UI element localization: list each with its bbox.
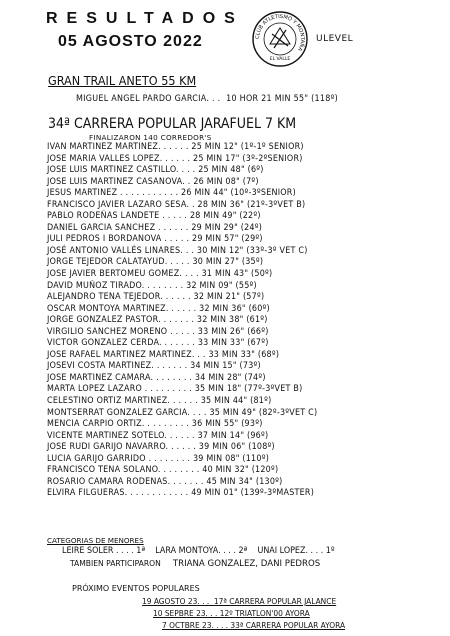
result-row: JOSEVI COSTA MARTINEZ. . . . . . . 34 MIN 15" (73º): [47, 361, 261, 372]
result-row: LUCIA GARIJO GARRIDO . . . . . . . . 39 MIN 08" (110º): [47, 453, 270, 464]
result-row: FRANCISCO TENA SOLANO. . . . . . . . 40 MIN 32" (120º): [47, 465, 279, 476]
result-row: MARTA LOPEZ LAZARO . . . . . . . . . 35 MIN 18" (77º-3ºVET B): [47, 384, 303, 395]
result-row: JORGE GONZALEZ PASTOR. . . . . . . 32 MIN 38" (61º): [47, 315, 268, 326]
result-row: ELVIRA FILGUERAS. . . . . . . . . . . . 49 MIN 01" (139º-3ºMASTER): [47, 488, 315, 499]
menores-heading: CATEGORIAS DE MENORES: [47, 536, 144, 545]
result-row: JULI PEDROS I BORDANOVA . . . . . 29 MIN 57" (29º): [47, 234, 263, 245]
result-row: JOSE RUDI GARIJO NAVARRO. . . . . . 39 MIN 06" (108º): [47, 442, 275, 453]
finishers-count: FINALIZARON 140 CORREDOR'S: [89, 133, 212, 142]
menores-results: LEIRE SOLER . . . . 1ª LARA MONTOYA. . . . 2ª UNAI LOPEZ. . . . 1º: [62, 546, 335, 556]
result-row: MONTSERRAT GONZALEZ GARCIA. . . . 35 MIN 49" (82º-3ºVET C): [47, 407, 318, 418]
carrera-title: 34ª CARRERA POPULAR JARAFUEL 7 KM: [48, 116, 297, 132]
result-row: PABLO RODEÑAS LANDETE . . . . . 28 MIN 49" (22º): [47, 211, 261, 222]
result-row: JESUS MARTINEZ . . . . . . . . . . . 26 MIN 44" (10º-3ºSENIOR): [47, 188, 296, 199]
also-names: TRIANA GONZALEZ, DANI PEDROS: [172, 559, 321, 569]
result-row: JOSE LUIS MARTINEZ CASTILLO. . . . 25 MIN 48" (6º): [47, 165, 264, 176]
result-row: VIRGILIO SANCHEZ MORENO . . . . . 33 MIN 26" (66º): [47, 326, 269, 337]
result-row: MENCIA CARPIO ORTIZ. . . . . . . . . 36 MIN 55" (93º): [47, 419, 263, 430]
result-row: FRANCISCO JAVIER LAZARO SESA. . 28 MIN 36" (21º-3ºVET B): [47, 199, 306, 210]
event-item: 10 SEPBRE 23. . . 12º TRIATLON'00 AYORA: [153, 609, 310, 618]
gran-trail-result: MIGUEL ANGEL PARDO GARCIA. . . 10 HOR 21 MIN 55" (118º): [76, 94, 339, 104]
result-row: JORGE TEJEDOR CALATAYUD. . . . . 30 MIN 27" (35º): [47, 257, 264, 268]
logo-bottom-text: EL VALLE: [269, 57, 291, 62]
club-logo: [250, 10, 310, 68]
event-item: 19 AGOSTO 23. . . 17ª CARRERA POPULAR JALANCE: [142, 597, 337, 606]
event-item: 7 OCTBRE 23. . . . 33ª CARRERA POPULAR AYORA: [162, 621, 346, 630]
next-events-heading: PRÓXIMO EVENTOS POPULARES: [72, 584, 200, 593]
page-date: 05 AGOSTO 2022: [58, 33, 203, 50]
result-row: IVAN MARTINEZ MARTINEZ. . . . . . 25 MIN 12" (1º-1º SENIOR): [47, 142, 304, 152]
logo-ring-text: CLUB ATLETISMO Y MONTAÑA: [254, 13, 306, 52]
result-row: JOSE RAFAEL MARTINEZ MARTINEZ. . . 33 MIN 33" (68º): [47, 349, 280, 360]
also-participated: [70, 559, 320, 569]
gran-trail-title: GRAN TRAIL ANETO 55 KM: [48, 73, 197, 88]
gran-trail-heading: [48, 73, 196, 88]
result-row: JOSE MARTINEZ CAMARA. . . . . . . . 34 MIN 28" (74º): [47, 372, 266, 383]
result-row: OSCAR MONTOYA MARTINEZ. . . . . . 32 MIN 36" (60º): [47, 303, 270, 314]
result-row: VICTOR GONZALEZ CERDA. . . . . . . 33 MIN 33" (67º): [47, 338, 269, 349]
result-row: DAVID MUÑOZ TIRADO. . . . . . . . 32 MIN 09" (55º): [47, 280, 257, 291]
brand-label: ULEVEL: [316, 34, 354, 44]
result-row: JOSE MARIA VALLES LOPEZ. . . . . . 25 MIN 17" (3º-2ºSENIOR): [47, 153, 303, 164]
result-row: ROSARIO CAMARA RODENAS. . . . . . . 45 MIN 34" (130º): [47, 476, 283, 487]
page-title: RESULTADOS: [46, 10, 244, 27]
result-row: DANIEL GARCIA SANCHEZ . . . . . . 29 MIN 29" (24º): [47, 222, 263, 233]
also-label: TAMBIEN PARTICIPARON: [70, 559, 161, 568]
result-row: VICENTE MARTINEZ SOTELO. . . . . . 37 MIN 14" (96º): [47, 430, 269, 441]
result-row: JOSE LUIS MARTINEZ CASANOVA. . 26 MIN 08" (7º): [47, 176, 259, 187]
result-row: ALEJANDRO TENA TEJEDOR. . . . . . 32 MIN 21" (57º): [47, 292, 265, 303]
result-row: JOSE JAVIER BERTOMEU GOMEZ. . . . 31 MIN 43" (50º): [47, 269, 273, 280]
result-row: JOSÉ ANTONIO VALLÉS LINARES. . . 30 MIN 12" (33º-3º VET C): [47, 245, 308, 256]
result-row: CELESTINO ORTIZ MARTINEZ. . . . . . 35 MIN 44" (81º): [47, 396, 272, 407]
results-list: [47, 142, 447, 500]
